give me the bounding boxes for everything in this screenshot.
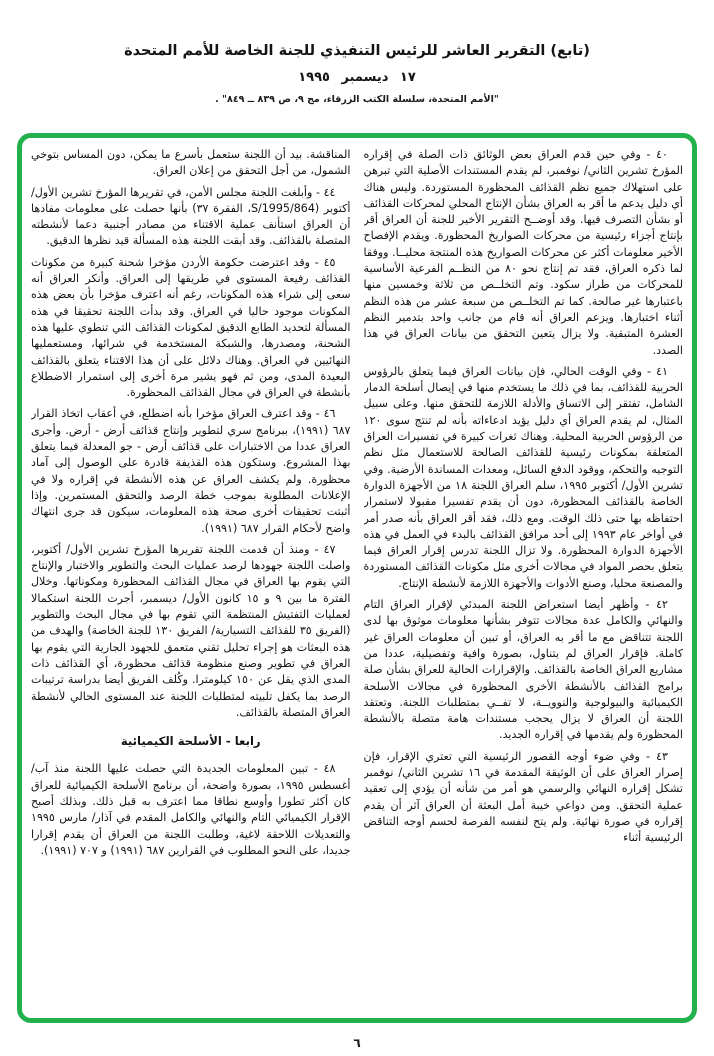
column-left (31, 147, 351, 1012)
green-border-content-box (17, 133, 697, 1023)
paragraph-41: ٤١ - وفي الوقت الحالي، فإن بيانات العراق فيما يتعلق بالرؤوس الحربية للقذائف، بما في ذلك ما يستخدم منها في إيصال أسلحة الدمار الشامل، تفتقر إلى الاتساق والأدلة اللازمة للتحقق منها. وعلى سبيل المثال، لم يقدم العراق أي دليل يؤيد ادعاءاته بأنه لم تنتج سوى ١٢٠ من الرؤوس الحربية المحلية. وهناك ثغرات كبيرة في تفسيرات العراق المتعلقة بمكونات رئيسية للقذائف الصالحة للاستعمال مثل نظم التوجيه والتحكم، ووقود الدفع السائل، ومعدات المساندة الأرضية. وفي تشرين الأول/ أكتوبر ١٩٩٥، سلم العراق اللجنة ١٨ من الأجهزة الدوارة الخاصة بالقذائف المحظورة، دون أن يقدم تفسيرا مقبولا لاستمرار احتفاظه بها حتى ذلك الوقت. ومع ذلك، فقد أقر العراق بأنه صدر أمر في أواخر عام ١٩٩٣ إلى أحد مرافق القذائف بالبدء في العمل في هذه الأجهزة الدوارة المحظورة. ولا تزال اللجنة تدرس إقرار العراق فيما يتعلق بحصر المواد في مجالات أخرى مثل مكونات القذائف المستوردة والمصنعة محليا، وصنع الأدوات والأجهزة اللازمة لأنشطة الإنتاج. (363, 364, 683, 590)
paragraph-46: ٤٦ - وقد اعترف العراق مؤخرا بأنه اضطلع، في أعقاب اتخاذ القرار ٦٨٧ (١٩٩١)، ببرنامج سري لتطوير وإنتاج قذائف أرض - أرض. وأجرى العراق عددا من الاختبارات على قذائف أرض - جو المعدلة فيما يتعلق بهذا المشروع. وستكون هذه القذيفة قادرة على الوصول إلى آماد محظورة. ولم يكشف العراق عن هذه الأنشطة في إقراره ولا في الإعلانات المطلوبة بموجب خطة الرصد والتحقق المستمرين. وإذا أثبتت تحقيقات أخرى صحة هذه المعلومات، سيكون قد جرى انتهاك واضح لأحكام القرار ٦٨٧ (١٩٩١). (31, 407, 351, 535)
two-column-layout (31, 147, 683, 1012)
paragraph-48: ٤٨ - تبين المعلومات الجديدة التي حصلت عليها اللجنة منذ آب/ أغسطس ١٩٩٥، بصورة واضحة، أن برنامج الأسلحة الكيميائية للعراق كان أكثر تطورا وأوسع نطاقا مما اعترف به قبل ذلك. وبذلك أصبح الإقرار الكيميائي التام والنهائي والكامل المقدم في آذار/ مارس ١٩٩٥ والتعديلات اللاحقة لاغية، وطلبت اللجنة من العراق أن يقدم إقرارا جديدا، على النحو المطلوب في القرارين ٦٨٧ (١٩٩١) و ٧٠٧ (١٩٩١). (31, 762, 351, 857)
report-title: (تابع) التقرير العاشر للرئيس التنفيذي للجنة الخاصة للأمم المتحدة (124, 43, 590, 59)
paragraph-44: ٤٤ - وأبلغت اللجنة مجلس الأمن، في تقريرها المؤرخ تشرين الأول/ أكتوبر (S/1995/864، الفقرة ٣٧) بأنها حصلت على معلومات مفادها أن العراق استأنف عملية الاقتناء من مصادر أجنبية دعما لأنشطته المتصلة بالقذائف. وقد أبقت اللجنة هذه المسألة قيد نظرها الدقيق. (31, 185, 351, 248)
report-date: ١٧ ديسمبر ١٩٩٥ (298, 69, 416, 85)
column-right (364, 147, 684, 1012)
page-number: ٦ (353, 1036, 361, 1050)
paragraph-40: ٤٠ - وفي حين قدم العراق بعض الوثائق ذات الصلة في إقراره المؤرخ تشرين الثاني/ نوفمبر، لم يقدم المستندات الأصلية التي تبرهن على استهلاك جميع نظم القذائف المحظورة المستوردة. وليس هناك أي دليل يدعم ما أقر به العراق بشأن الإنتاج المحلي لمحركات القذائف أو بشأن التصرف فيها. وقد أوضــح التقرير الأخير للجنة أن العراق أقر بإنتاج أجزاء رئيسية من محركات الصواريخ المحظورة. ويقدم الإفصاح الأخير معلومات أكثر عن محركات الصواريخ هذه المنتجة محليــا. ووفقا لما ذكره العراق، فقد تم إنتاج نحو ٨٠ من النظــم الفرعية الأساسية للمحركات من طراز سكود. وتم التخلــص من ثلاثة وخمسين منها باعتبارها غير صالحة. كما تم التخلــص من سبعة عشر من هذه النظم أثناء اختبارها. ويزعم العراق أنه قام من جانب واحد بتدمير النظم العشرة المتبقية. ولا يزال يتعين التحقق من بيانات العراق في هذا الصدد. (363, 148, 683, 357)
paragraph-43: ٤٣ - وفي ضوء أوجه القصور الرئيسية التي تعتري الإقرار، فإن إصرار العراق على أن الوثيقة المقدمة في ١٦ تشرين الثاني/ نوفمبر تشكل إقراره النهائي والرسمي هو أمر من شأنه أن يؤدي إلى تعقيد عملية التحقق. ومن دواعي خيبة أمل البعثة أن العراق آثر أن يقدم إقراره في صورة نهائية. ولم يتح لنفسه الفرصة لحسم أوجه التناقض الرئيسية أثناء (363, 749, 683, 845)
paragraph-43-continuation: المناقشة. بيد أن اللجنة ستعمل بأسرع ما يمكن، دون المساس بتوخي الشمول، من أجل التحقق من إعلان العراق. (31, 148, 351, 178)
source-citation: "الأمم المتحدة، سلسلة الكتب الزرقاء، مج ٩، ص ٨٣٩ ــ ٨٤٩" . (215, 93, 499, 105)
paragraph-45: ٤٥ - وقد اعترضت حكومة الأردن مؤخرا شحنة كبيرة من مكونات القذائف رفيعة المستوى في طريقها إلى العراق. وأنكر العراق أنه سعى إلى شراء هذه المكونات، رغم أنه اعترف مؤخرا بأن بعض هذه المكونات موجود حاليا في العراق. وقد بدأت اللجنة تحقيقا في هذه المسألة لتحديد الطابع الدقيق لمكونات القذائف التي تنطوي عليها هذه الشحنة، ومصدرها، والشبكة المستخدمة في شرائها، ومستعمليها النهائيين في العراق. وهناك دلائل على أن هذا الاقتناء يتعلق بالقذائف البعيدة المدى، ومن ثم فهو يشير مرة أخرى إلى استمرار الاضطلاع بأنشطة في العراق في مجال القذائف المحظورة. (31, 255, 351, 400)
paragraph-42: ٤٢ - وأظهر أيضا استعراض اللجنة المبدئي لإقرار العراق التام والنهائي والكامل عدة مجالات تتوفر بشأنها معلومات موثوق بها لدى اللجنة تتناقض مع ما أقر به العراق، أو تبين أن معلومات العراق غير كاملة. فإقرار العراق لم يتناول، بصورة وافية وتفصيلية، عددا من مشاريع العراق الخاصة بالقذائف. والإقرارات الحالية للعراق بشأن صلة برامج القذائف بالأنشطة الأخرى المحظورة في مجالات الأسلحة الكيميائية والبيولوجية والنوويــة، لا تفــي بمتطلبات اللجنة. وتعتقد اللجنة أن العراق لا يزال يحجب مستندات هامة متصلة بالأنشطة المحظورة ولم يقدمها في إقراره الجديد. (363, 598, 683, 742)
document-header (0, 0, 714, 105)
section-heading-chemical-weapons: رابعا - الأسلحة الكيميائية (120, 734, 261, 749)
paragraph-47: ٤٧ - ومنذ أن قدمت اللجنة تقريرها المؤرخ تشرين الأول/ أكتوبر، واصلت اللجنة جهودها لرصد عمليات البحث والتطوير والاختبار والإنتاج التي يقوم بها العراق في مجال القذائف المحظورة ومكوناتها. وخلال الفترة ما بين ٩ و ١٥ كانون الأول/ ديسمبر، أجرت اللجنة استكمالا لعمليات التفتيش المنتظمة التي تقوم بها في مجال البحث والتطوير (الفريق ٣٥ للقذائف التسيارية/ الفريق ١٣٠ للجنة الخاصة) والهدف من هذه البعثات هو إجراء تحليل تقني متعمق للجهود الجارية التي يقوم بها العراق في تطوير وصنع منظومة قذائف محظورة، أي القذائف ذات المدى الذي يقل عن ١٥٠ كيلومترا. وكُلف الفريق أيضا بدراسة ترتيبات الرصد بما يكفل تلبيته لمتطلبات اللجنة عند المستوى الحالي لأنشطة العراق المتصلة بالقذائف. (31, 542, 351, 719)
